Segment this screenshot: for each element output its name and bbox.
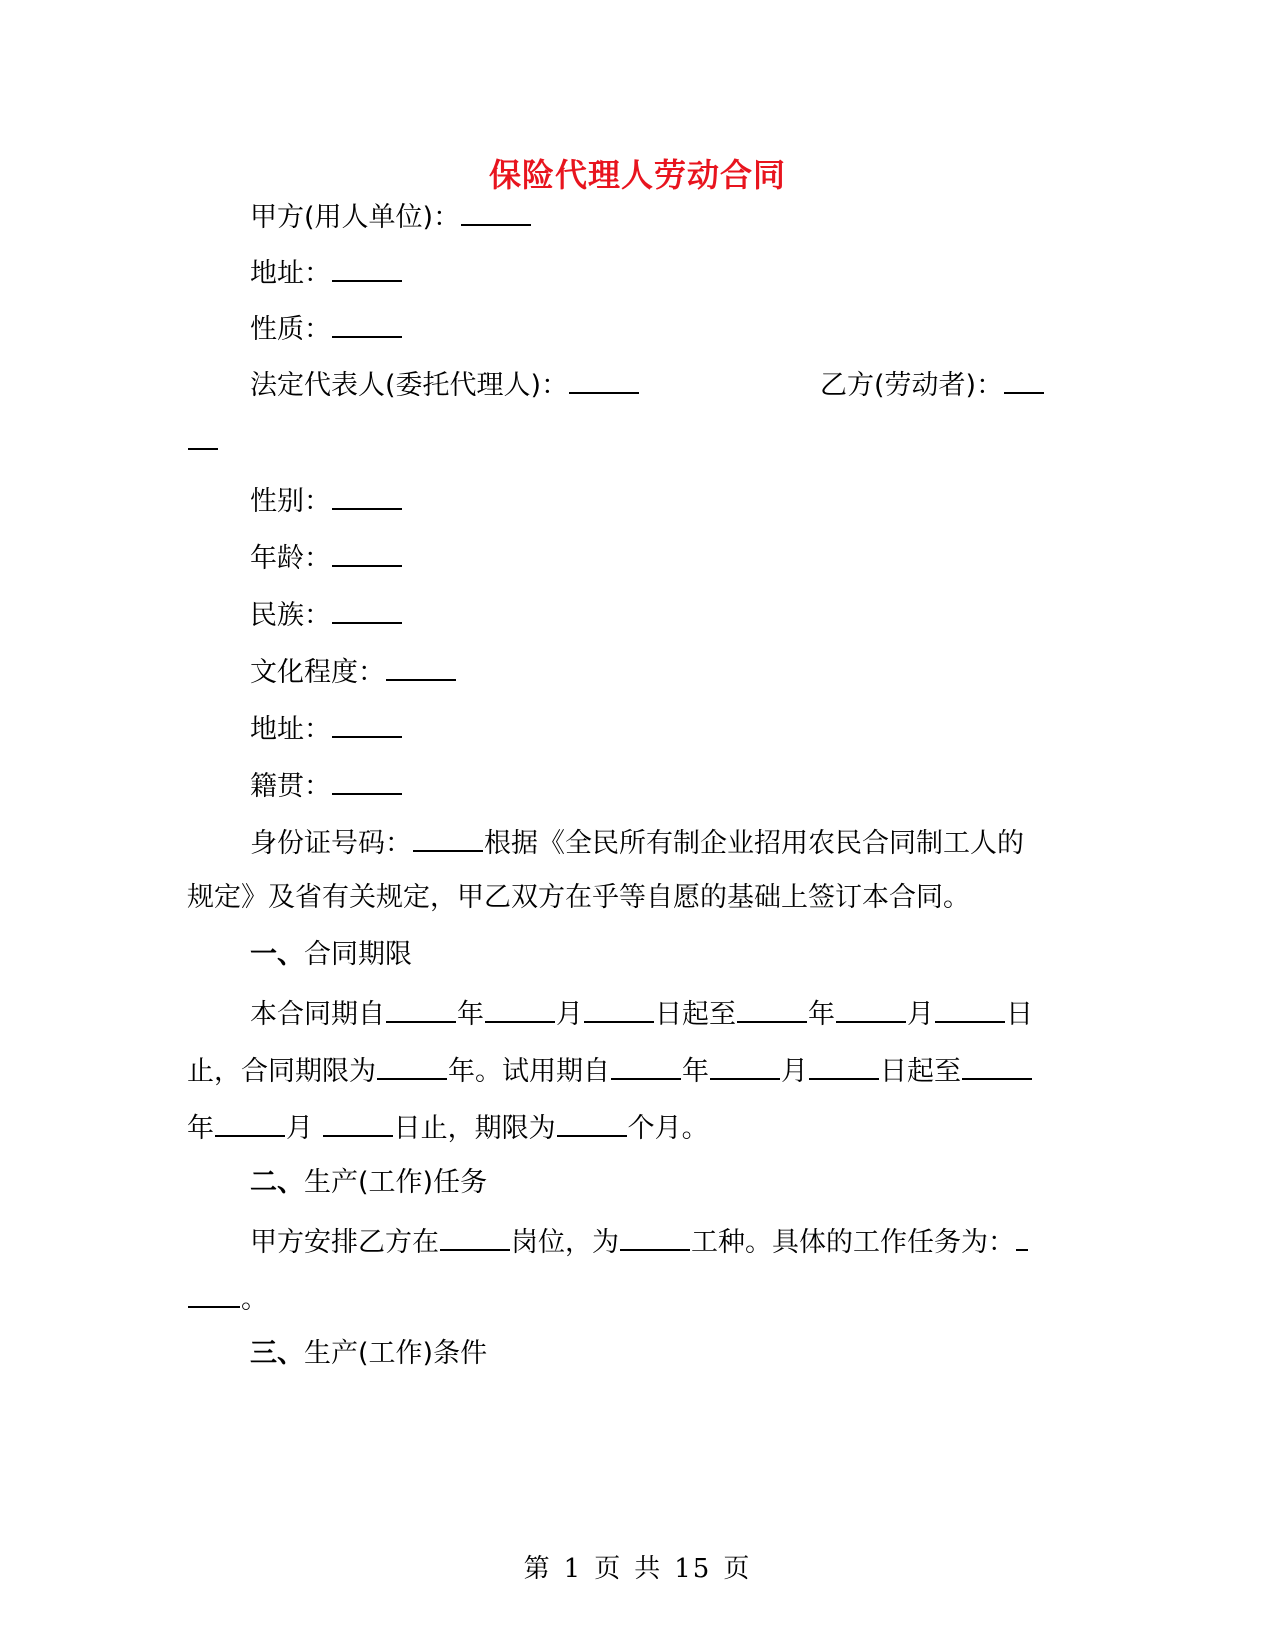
field-label: 性别：	[250, 486, 331, 517]
preamble-text: 根据《全民所有制企业招用农民合同制工人的	[484, 828, 1024, 859]
text-segment: 工种。具体的工作任务为：	[691, 1227, 1015, 1258]
section-title: 生产(工作)任务	[304, 1167, 488, 1198]
field-label: 甲方(用人单位)：	[250, 202, 461, 233]
field-education	[250, 653, 457, 690]
text-segment: 日止，期限为	[393, 1113, 556, 1144]
blank-line	[710, 1052, 780, 1080]
footer-text: 页	[723, 1554, 752, 1584]
field-label: 文化程度：	[250, 657, 385, 688]
blank-line	[1016, 1223, 1028, 1251]
field-label: 籍贯：	[250, 771, 331, 802]
blank-line	[332, 254, 402, 282]
text-segment: 月	[556, 999, 583, 1030]
task-line-1	[250, 1223, 1029, 1260]
field-nature	[250, 310, 403, 347]
blank-line	[377, 1052, 447, 1080]
blank-line	[557, 1109, 627, 1137]
text-segment: 日起至	[655, 999, 736, 1030]
blank-line	[461, 198, 531, 226]
section-title: 生产(工作)条件	[304, 1338, 488, 1369]
text-segment: 甲方安排乙方在	[250, 1227, 439, 1258]
section-heading-2	[250, 1166, 487, 1200]
field-label: 法定代表人(委托代理人)：	[250, 370, 569, 401]
blank-line	[620, 1223, 690, 1251]
blank-line	[386, 995, 456, 1023]
field-address-b	[250, 710, 403, 747]
blank-line	[332, 767, 402, 795]
text-segment: 年。试用期自	[448, 1056, 610, 1087]
text-segment: 岗位，为	[511, 1227, 619, 1258]
field-party-a	[250, 198, 532, 235]
field-label: 身份证号码：	[250, 828, 412, 859]
blank-line	[1004, 366, 1044, 394]
text-segment: 年	[187, 1113, 214, 1144]
text-segment: 月	[286, 1113, 313, 1144]
blank-line	[323, 1109, 393, 1137]
footer-text: 第	[523, 1554, 552, 1584]
blank-line	[332, 710, 402, 738]
field-gender	[250, 482, 403, 519]
text-segment: 年	[457, 999, 484, 1030]
footer-text: 页	[594, 1554, 623, 1584]
task-line-2	[187, 1280, 268, 1317]
field-legal-rep	[250, 366, 640, 403]
field-label: 地址：	[250, 714, 331, 745]
field-label: 年龄：	[250, 543, 331, 574]
page-total: 15	[674, 1554, 712, 1584]
document-title: 保险代理人劳动合同	[488, 156, 786, 194]
blank-line	[584, 995, 654, 1023]
page-footer	[0, 1548, 1275, 1585]
field-label: 性质：	[250, 314, 331, 345]
text-segment: 年	[808, 999, 835, 1030]
blank-line	[332, 310, 402, 338]
text-segment: 。	[241, 1284, 268, 1315]
section-heading-3	[250, 1337, 487, 1371]
text-segment: 日起至	[880, 1056, 961, 1087]
section-title: 合同期限	[304, 939, 412, 970]
section-number: 三、	[250, 1338, 304, 1369]
blank-line	[332, 482, 402, 510]
blank-line	[737, 995, 807, 1023]
text-segment: 年	[682, 1056, 709, 1087]
blank-line	[188, 1280, 240, 1308]
text-segment: 月	[781, 1056, 808, 1087]
blank-line	[386, 653, 456, 681]
blank-line	[440, 1223, 510, 1251]
field-ethnicity	[250, 596, 403, 633]
blank-line	[809, 1052, 879, 1080]
blank-continuation	[187, 422, 219, 459]
preamble-line-2: 规定》及省有关规定，甲乙双方在乎等自愿的基础上签订本合同。	[187, 882, 970, 913]
section-number: 一、	[250, 939, 304, 970]
term-line-1	[250, 995, 1033, 1032]
blank-line	[962, 1052, 1032, 1080]
field-label: 地址：	[250, 258, 331, 289]
term-line-2	[187, 1052, 1033, 1089]
field-label: 民族：	[250, 600, 331, 631]
field-age	[250, 539, 403, 576]
blank-line	[836, 995, 906, 1023]
blank-line	[485, 995, 555, 1023]
section-heading-1	[250, 938, 412, 972]
field-label: 乙方(劳动者)：	[820, 370, 1004, 401]
blank-line	[611, 1052, 681, 1080]
preamble-line-1	[250, 824, 1024, 861]
blank-line	[569, 366, 639, 394]
section-number: 二、	[250, 1167, 304, 1198]
term-line-3	[187, 1109, 709, 1146]
text-segment: 月	[907, 999, 934, 1030]
text-segment: 本合同期自	[250, 999, 385, 1030]
field-address-a	[250, 254, 403, 291]
text-segment: 日	[1006, 999, 1033, 1030]
page-number: 1	[563, 1554, 583, 1584]
field-party-b	[820, 366, 1045, 403]
text-segment: 止，合同期限为	[187, 1056, 376, 1087]
field-native-place	[250, 767, 403, 804]
blank-line	[332, 539, 402, 567]
footer-text: 共	[634, 1554, 663, 1584]
blank-line	[332, 596, 402, 624]
blank-line	[215, 1109, 285, 1137]
text-segment: 个月。	[627, 1113, 709, 1144]
blank-line	[188, 422, 218, 450]
blank-line	[935, 995, 1005, 1023]
blank-line	[413, 824, 483, 852]
